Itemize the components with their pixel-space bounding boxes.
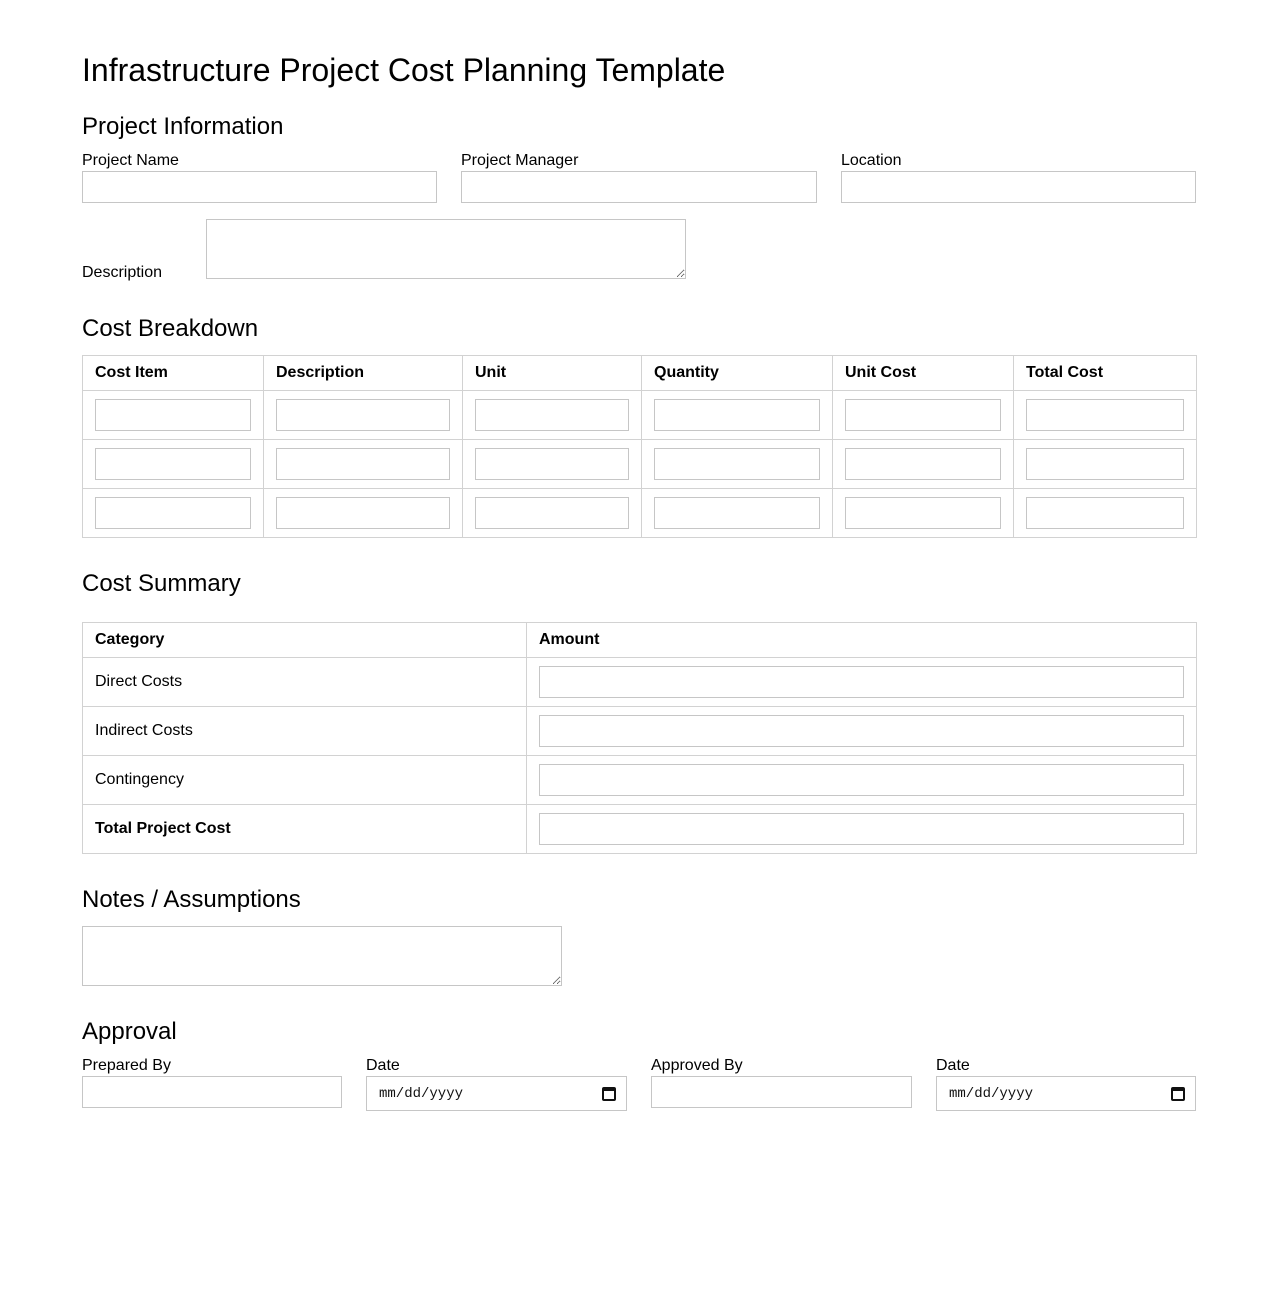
unit-cost-input[interactable] [845,448,1001,480]
prepared-date-input[interactable] [366,1076,627,1111]
cost-item-input[interactable] [95,399,251,431]
approved-by-input[interactable] [651,1076,912,1108]
table-row [83,391,1197,440]
indirect-costs-label: Indirect Costs [83,707,527,756]
project-information-heading: Project Information [82,113,284,140]
item-description-input[interactable] [276,399,450,431]
column-header-total-cost: Total Cost [1014,356,1197,391]
total-project-cost-input[interactable] [539,813,1184,845]
project-name-label: Project Name [82,152,179,169]
cost-item-input[interactable] [95,497,251,529]
quantity-input[interactable] [654,497,820,529]
indirect-costs-input[interactable] [539,715,1184,747]
column-header-amount: Amount [527,623,1197,658]
prepared-by-label: Prepared By [82,1057,171,1074]
project-manager-input[interactable] [461,171,817,203]
approved-date-placeholder: mm/dd/yyyy [949,1085,1034,1102]
contingency-input[interactable] [539,764,1184,796]
total-project-cost-label: Total Project Cost [83,805,527,854]
quantity-input[interactable] [654,399,820,431]
cost-item-input[interactable] [95,448,251,480]
location-input[interactable] [841,171,1196,203]
prepared-by-input[interactable] [82,1076,342,1108]
total-cost-input[interactable] [1026,497,1184,529]
approved-date-label: Date [936,1057,970,1074]
table-row [83,707,1197,756]
cost-breakdown-table [82,355,1197,538]
contingency-label: Contingency [83,756,527,805]
column-header-unit: Unit [463,356,642,391]
unit-input[interactable] [475,448,629,480]
column-header-quantity: Quantity [642,356,833,391]
approval-heading: Approval [82,1018,177,1045]
column-header-category: Category [83,623,527,658]
notes-textarea[interactable] [82,926,562,986]
calendar-icon[interactable] [1171,1087,1185,1101]
cost-breakdown-header-row [83,356,1197,391]
item-description-input[interactable] [276,497,450,529]
page-title: Infrastructure Project Cost Planning Template [82,52,726,88]
project-manager-label: Project Manager [461,152,579,169]
column-header-description: Description [264,356,463,391]
approved-date-input[interactable] [936,1076,1196,1111]
direct-costs-label: Direct Costs [83,658,527,707]
unit-cost-input[interactable] [845,399,1001,431]
cost-summary-header-row [83,623,1197,658]
table-row [83,756,1197,805]
location-label: Location [841,152,902,169]
approved-by-label: Approved By [651,1057,743,1074]
direct-costs-input[interactable] [539,666,1184,698]
table-row [83,805,1197,854]
total-cost-input[interactable] [1026,399,1184,431]
item-description-input[interactable] [276,448,450,480]
unit-cost-input[interactable] [845,497,1001,529]
unit-input[interactable] [475,399,629,431]
table-row [83,658,1197,707]
table-row [83,440,1197,489]
prepared-date-placeholder: mm/dd/yyyy [379,1085,464,1102]
cost-breakdown-heading: Cost Breakdown [82,315,259,342]
column-header-unit-cost: Unit Cost [833,356,1014,391]
table-row [83,489,1197,538]
prepared-date-label: Date [366,1057,400,1074]
total-cost-input[interactable] [1026,448,1184,480]
cost-summary-table [82,622,1197,854]
calendar-icon[interactable] [602,1087,616,1101]
cost-summary-heading: Cost Summary [82,570,241,597]
description-textarea[interactable] [206,219,686,279]
notes-heading: Notes / Assumptions [82,886,301,913]
quantity-input[interactable] [654,448,820,480]
column-header-cost-item: Cost Item [83,356,264,391]
project-name-input[interactable] [82,171,437,203]
description-label: Description [82,264,163,281]
unit-input[interactable] [475,497,629,529]
